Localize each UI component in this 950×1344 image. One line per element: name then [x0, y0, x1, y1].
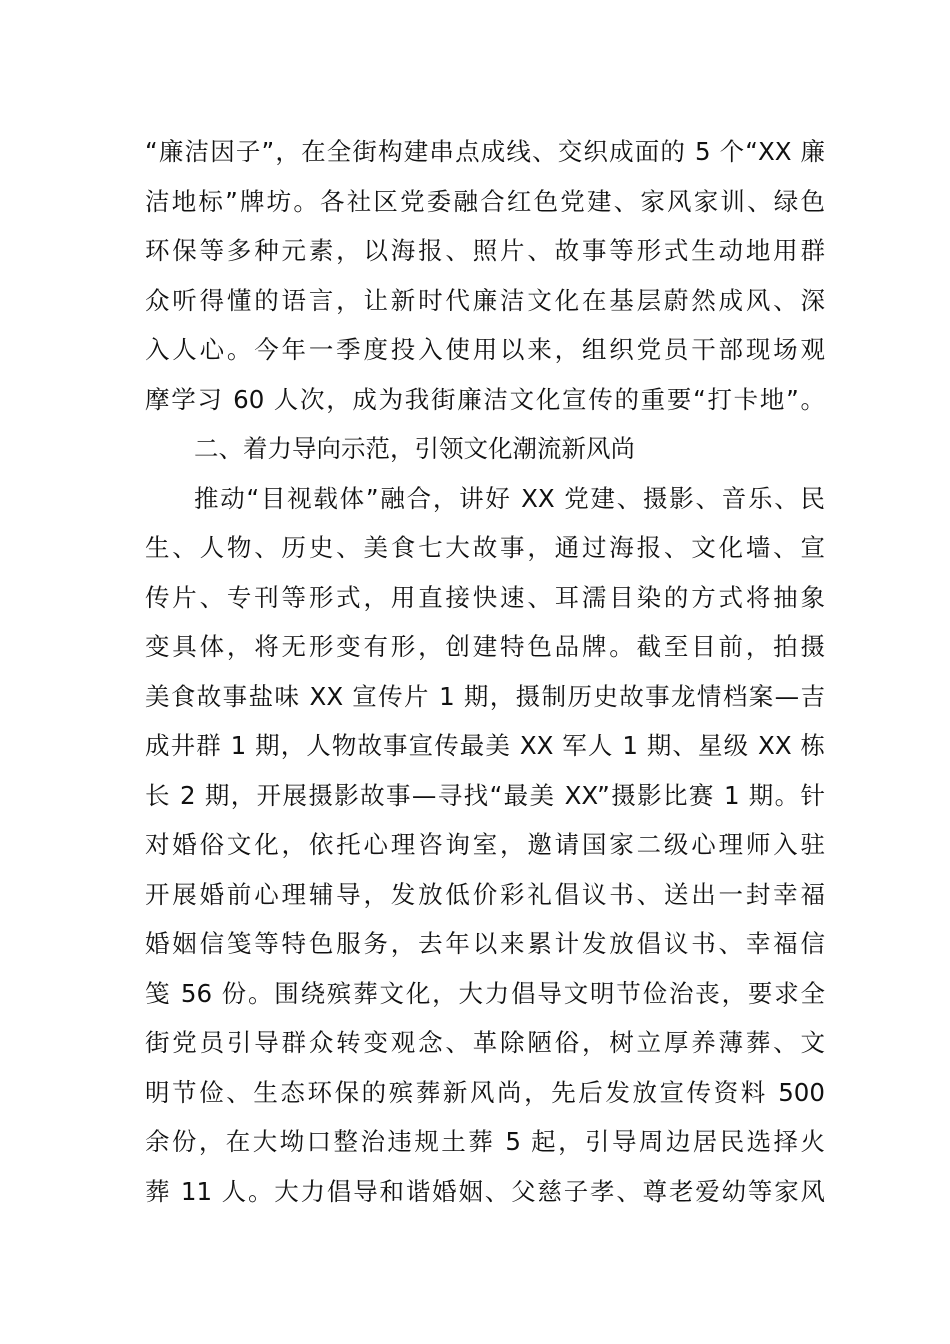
text-line: “廉洁因子”，在全街构建串点成线、交织成面的 5 个“XX 廉	[145, 137, 825, 166]
text-line: 众听得懂的语言，让新时代廉洁文化在基层蔚然成风、深	[145, 285, 825, 315]
body-text	[145, 127, 825, 1216]
section-heading: 二、着力导向示范，引领文化潮流新风尚	[194, 434, 635, 463]
text-line: 生、人物、历史、美食七大故事，通过海报、文化墙、宣	[145, 533, 825, 562]
text-line: 开展婚前心理辅导，发放低价彩礼倡议书、送出一封幸福	[145, 879, 825, 909]
text-line: 摩学习 60 人次，成为我街廉洁文化宣传的重要“打卡地”。	[145, 384, 825, 414]
text-line: 传片、专刊等形式，用直接快速、耳濡目染的方式将抽象	[145, 582, 825, 612]
text-line: 明节俭、生态环保的殡葬新风尚，先后发放宣传资料 500	[145, 1077, 825, 1107]
text-line: 街党员引导群众转变观念、革除陋俗，树立厚养薄葬、文	[145, 1028, 825, 1057]
text-line: 笺 56 份。围绕殡葬文化，大力倡导文明节俭治丧，要求全	[145, 978, 825, 1008]
text-line: 推动“目视载体”融合，讲好 XX 党建、摄影、音乐、民	[194, 483, 825, 513]
text-line: 长 2 期，开展摄影故事—寻找“最美 XX”摄影比赛 1 期。针	[145, 780, 825, 810]
text-line: 成井群 1 期，人物故事宣传最美 XX 军人 1 期、星级 XX 栋	[145, 731, 825, 760]
text-line: 环保等多种元素，以海报、照片、故事等形式生动地用群	[145, 236, 825, 265]
text-line: 变具体，将无形变有形，创建特色品牌。截至目前，拍摄	[145, 632, 825, 661]
text-line: 对婚俗文化，依托心理咨询室，邀请国家二级心理师入驻	[145, 830, 825, 859]
text-line: 葬 11 人。大力倡导和谐婚姻、父慈子孝、尊老爱幼等家风	[145, 1176, 825, 1206]
text-line: 婚姻信笺等特色服务，去年以来累计发放倡议书、幸福信	[145, 929, 825, 958]
text-line: 余份，在大坳口整治违规土葬 5 起，引导周边居民选择火	[145, 1127, 825, 1156]
text-line: 美食故事盐味 XX 宣传片 1 期，摄制历史故事龙情档案—吉	[145, 681, 825, 711]
text-line: 洁地标”牌坊。各社区党委融合红色党建、家风家训、绿色	[145, 186, 825, 216]
text-line: 入人心。今年一季度投入使用以来，组织党员干部现场观	[145, 335, 825, 364]
